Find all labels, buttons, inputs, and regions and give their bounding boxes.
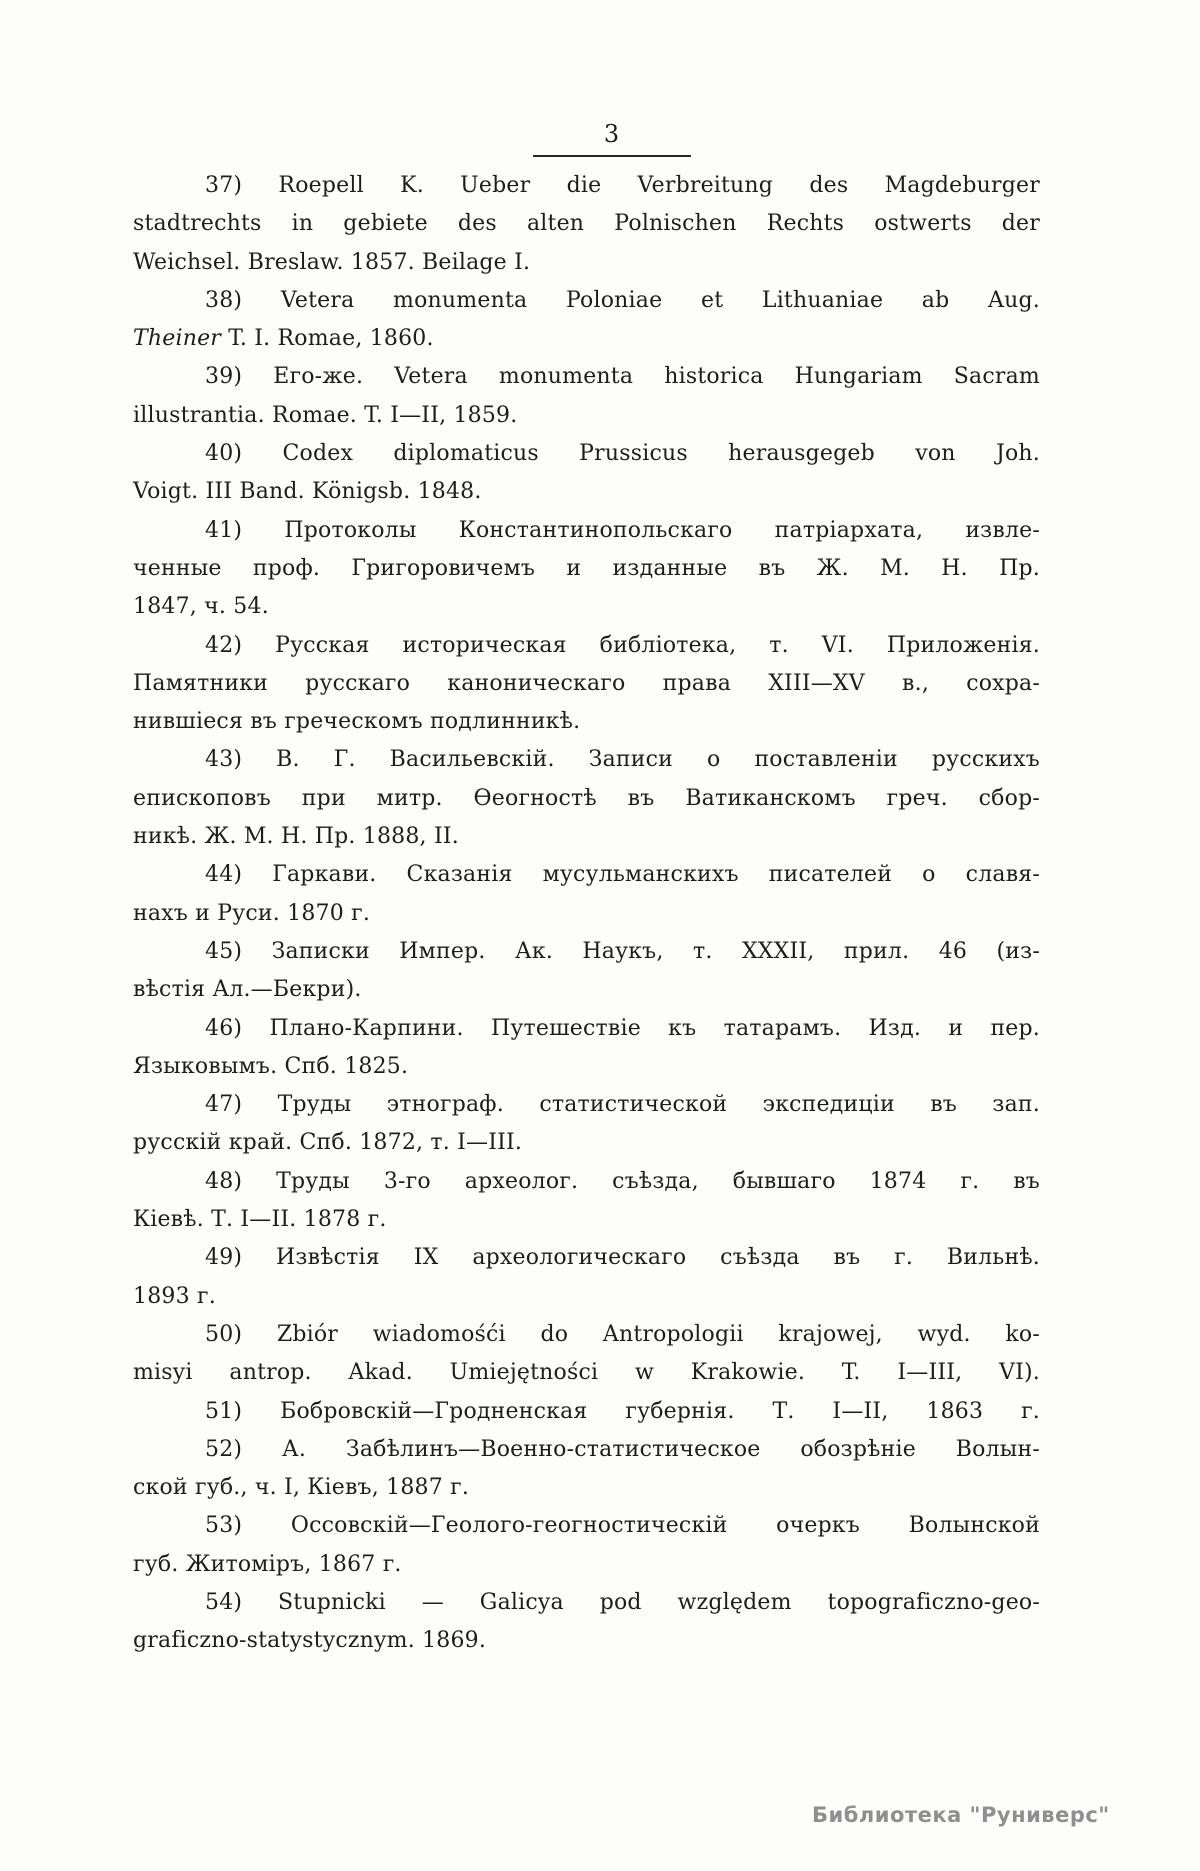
entry-text: губ. Житоміръ, 1867 г. <box>133 1551 402 1577</box>
bibliography-entry <box>133 856 1040 933</box>
entry-text: 44) Гаркави. Сказанія мусульманскихъ писателей о славя- <box>205 862 1040 888</box>
bibliography-entry <box>133 282 1040 359</box>
bibliography-entry <box>133 512 1040 627</box>
entry-line <box>133 550 1040 588</box>
bibliography-entry <box>133 1431 1040 1508</box>
entry-text: Кіевѣ. Т. I—II. 1878 г. <box>133 1207 387 1233</box>
bibliography-entry <box>133 1239 1040 1316</box>
entry-line <box>133 856 1040 894</box>
entry-line <box>133 397 1040 435</box>
entry-text: T. I. Romae, 1860. <box>221 326 434 352</box>
entry-text: 49) Извѣстія IX археологическаго съѣзда въ г. Вильнѣ. <box>205 1245 1040 1271</box>
entry-text: 38) Vetera monumenta Poloniae et Lithuaniae ab Aug. <box>205 287 1040 313</box>
bibliography-entry <box>133 435 1040 512</box>
entry-line <box>133 588 1040 626</box>
entry-text: русскій край. Спб. 1872, т. I—III. <box>133 1130 523 1156</box>
entry-text: Языковымъ. Спб. 1825. <box>133 1053 409 1079</box>
entry-text: 51) Бобровскій—Гродненская губернія. Т. I—II, 1863 г. <box>205 1398 1040 1424</box>
entry-line <box>133 1086 1040 1124</box>
entry-line <box>133 933 1040 971</box>
entry-line <box>133 818 1040 856</box>
entry-text: 52) А. Забѣлинъ—Военно-статистическое обозрѣніе Волын- <box>205 1436 1040 1462</box>
bibliography-entry <box>133 627 1040 742</box>
entry-line <box>133 244 1040 282</box>
entry-text: вѣстія Ал.—Бекри). <box>133 977 362 1003</box>
italic-author-name: Theiner <box>133 326 222 352</box>
entry-text: 41) Протоколы Константинопольскаго патріархата, извле- <box>205 517 1040 543</box>
entry-line <box>133 320 1040 358</box>
entry-line <box>133 665 1040 703</box>
page-header <box>533 119 691 157</box>
entry-line <box>133 1010 1040 1048</box>
watermark: Библиотека "Руниверс" <box>812 1803 1110 1827</box>
entry-text: 39) Его-же. Vetera monumenta historica Hungariam Sacram <box>205 364 1040 390</box>
entry-line <box>133 1354 1040 1392</box>
entry-text: Памятники русскаго каноническаго права XIII—XV в., сохра- <box>133 670 1040 696</box>
entry-line <box>133 1546 1040 1584</box>
bibliography-entry <box>133 1086 1040 1163</box>
entry-line <box>133 971 1040 1009</box>
entry-text: 40) Codex diplomaticus Prussicus herausgegeb von Joh. <box>205 441 1040 467</box>
entry-line <box>133 703 1040 741</box>
entry-text: нившіеся въ греческомъ подлинникѣ. <box>133 709 581 735</box>
entry-text: нахъ и Руси. 1870 г. <box>133 900 371 926</box>
bibliography-entry <box>133 1163 1040 1240</box>
entry-line <box>133 780 1040 818</box>
bibliography-entry <box>133 1316 1040 1393</box>
entry-line <box>133 205 1040 243</box>
bibliography-entry <box>133 741 1040 856</box>
bibliography-entry <box>133 358 1040 435</box>
entry-text: 48) Труды 3-го археолог. съѣзда, бывшаго 1874 г. въ <box>205 1168 1040 1194</box>
entry-text: misyi antrop. Akad. Umiejętności w Krakowie. T. I—III, VI). <box>133 1360 1040 1386</box>
entry-line <box>133 1278 1040 1316</box>
entry-line <box>133 1431 1040 1469</box>
bibliography-list <box>133 167 1040 1661</box>
entry-line <box>133 895 1040 933</box>
entry-line <box>133 167 1040 205</box>
entry-line <box>133 1048 1040 1086</box>
entry-line <box>133 627 1040 665</box>
page-number: 3 <box>603 120 621 148</box>
bibliography-entry <box>133 1010 1040 1087</box>
entry-text: 53) Оссовскій—Геолого-геогностическій очеркъ Волынской <box>205 1513 1040 1539</box>
entry-text: ченные проф. Григоровичемъ и изданные въ Ж. М. Н. Пр. <box>133 555 1040 581</box>
entry-line <box>133 1507 1040 1545</box>
entry-line <box>133 741 1040 779</box>
entry-text: 50) Zbiór wiadomośći do Antropologii krajowej, wyd. ko- <box>205 1321 1040 1347</box>
entry-text: 47) Труды этнограф. статистической экспедиціи въ зап. <box>205 1092 1040 1118</box>
entry-line <box>133 1469 1040 1507</box>
bibliography-entry <box>133 167 1040 282</box>
entry-text: 45) Записки Импер. Ак. Наукъ, т. XXXII, прил. 46 (из- <box>205 938 1040 964</box>
entry-text: никѣ. Ж. М. Н. Пр. 1888, II. <box>133 824 459 850</box>
bibliography-entry <box>133 1393 1040 1431</box>
entry-text: Weichsel. Breslaw. 1857. Beilage I. <box>133 249 531 275</box>
entry-line <box>133 358 1040 396</box>
entry-text: illustrantia. Romae. T. I—II, 1859. <box>133 402 518 428</box>
entry-text: 1893 г. <box>133 1283 216 1309</box>
bibliography-entry <box>133 933 1040 1010</box>
entry-line <box>133 1239 1040 1277</box>
entry-line <box>133 1201 1040 1239</box>
entry-text: епископовъ при митр. Ѳеогностѣ въ Ватиканскомъ греч. сбор- <box>133 785 1040 811</box>
entry-line <box>133 1393 1040 1431</box>
entry-line <box>133 1316 1040 1354</box>
entry-text: ской губ., ч. I, Кіевъ, 1887 г. <box>133 1475 470 1501</box>
entry-text: 54) Stupnicki — Galicya pod względem topograficzno-geo- <box>205 1589 1040 1615</box>
page-number-rule <box>533 155 691 157</box>
entry-text: 43) В. Г. Васильевскій. Записи о поставленіи русскихъ <box>205 747 1040 773</box>
entry-line <box>133 512 1040 550</box>
entry-line <box>133 282 1040 320</box>
entry-line <box>133 1584 1040 1622</box>
entry-line <box>133 473 1040 511</box>
entry-text: 42) Русская историческая библіотека, т. VI. Приложенія. <box>205 632 1040 658</box>
entry-line <box>133 1163 1040 1201</box>
entry-text: graficzno-statystycznym. 1869. <box>133 1628 487 1654</box>
entry-line <box>133 435 1040 473</box>
entry-text: stadtrechts in gebiete des alten Polnischen Rechts ostwerts der <box>133 211 1040 237</box>
entry-text: 46) Плано-Карпини. Путешествіе къ татарамъ. Изд. и пер. <box>205 1015 1040 1041</box>
entry-line <box>133 1622 1040 1660</box>
entry-text: 1847, ч. 54. <box>133 594 269 620</box>
bibliography-entry <box>133 1584 1040 1661</box>
entry-text: 37) Roepell K. Ueber die Verbreitung des Magdeburger <box>205 173 1040 198</box>
bibliography-entry <box>133 1507 1040 1584</box>
entry-line <box>133 1124 1040 1162</box>
entry-text: Voigt. III Band. Königsb. 1848. <box>133 479 482 505</box>
